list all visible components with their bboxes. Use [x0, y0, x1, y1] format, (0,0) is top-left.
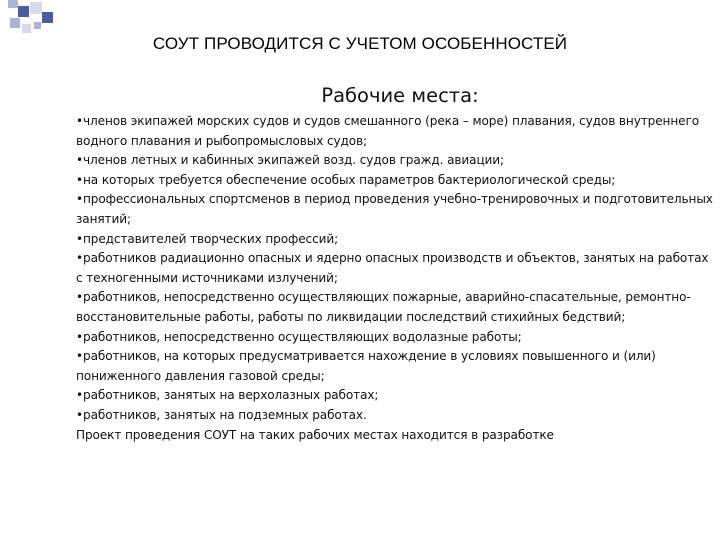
deco-square-pale [30, 2, 42, 14]
list-item: •работников, непосредственно осуществляющих водолазные работы; [76, 329, 522, 344]
slide-body [76, 112, 716, 445]
list-item: •членов летных и кабинных экипажей возд. судов гражд. авиации; [76, 153, 504, 168]
deco-square-pale [22, 24, 31, 33]
slide-subtitle: Рабочие места: [321, 84, 479, 107]
closing-note: Проект проведения СОУТ на таких рабочих местах находится в разработке [76, 427, 554, 442]
deco-square-light [10, 18, 20, 28]
list-item: •членов экипажей морских судов и судов смешанного (река – море) плавания, судов внутреннего водного плавания и рыбопромысловых судов; [76, 114, 699, 148]
list-item: •работников, занятых на подземных работах. [76, 407, 367, 422]
list-item: •на которых требуется обеспечение особых параметров бактериологической среды; [76, 172, 616, 187]
deco-square-light [34, 22, 41, 29]
deco-square-light [8, 0, 18, 8]
list-item: •работников радиационно опасных и ядерно опасных производств и объектов, занятых на работах с техногенными источниками излучений; [76, 251, 709, 285]
deco-square-dark [18, 6, 29, 17]
list-item: •работников, на которых предусматривается нахождение в условиях повышенного и (или) пониженного давления газовой среды; [76, 349, 656, 383]
list-item: •работников, занятых на верхолазных работах; [76, 388, 379, 403]
list-item: •профессиональных спортсменов в период проведения учебно-тренировочных и подготовительных занятий; [76, 192, 713, 226]
slide-title: СОУТ ПРОВОДИТСЯ С УЧЕТОМ ОСОБЕННОСТЕЙ [152, 34, 568, 53]
deco-square-dark [42, 12, 53, 23]
list-item: •работников, непосредственно осуществляющих пожарные, аварийно-спасательные, ремонтно-восстановительные работы, работы по ликвидации последствий стихийных бедствий; [76, 290, 691, 324]
list-item: •представителей творческих профессий; [76, 231, 339, 246]
